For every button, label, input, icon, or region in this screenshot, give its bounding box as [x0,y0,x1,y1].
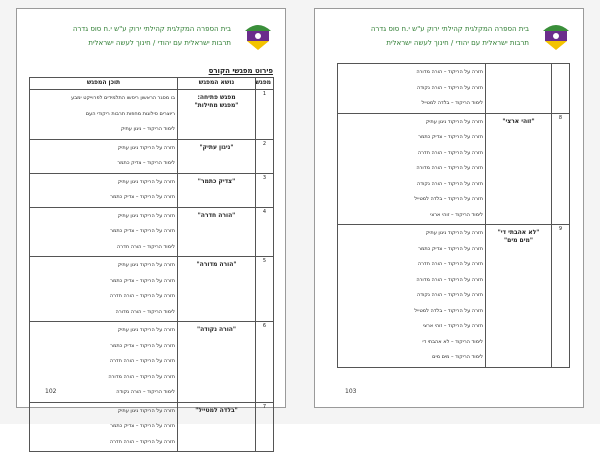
table-row [30,207,274,257]
session-content-line: חזרה על הריקוד ניגון עתיק [117,178,175,185]
session-topic-line: "זוהי ארצי" [502,117,535,125]
page-number: 102 [45,388,57,395]
session-content-line: חזרה על הריקוד – הורה נקודה [417,180,483,187]
session-content-line: חזרה על הריקוד ניגון עתיק [425,230,483,236]
session-content-line: חזרה על הריקוד – צדיק כתמר [418,134,483,140]
column-header-content: תוכן המפגש [30,78,178,90]
session-content-line: חזרה על הריקוד – צדיק כתמר [110,194,175,200]
session-number: 9 [552,225,570,368]
session-topic-line: "מפגש מחילות" [194,102,239,110]
session-content-line: חזרה על הריקוד – הורה מדורה [108,373,175,380]
session-content-line: לימוד הריקוד – הורה מדורה [115,308,175,315]
session-content-line: חזרה על הריקוד – הורה מדורה [416,69,483,75]
session-content [338,113,486,225]
session-content-line: לימוד הריקוד – ניגון עתיק [120,126,175,132]
session-content-line: חזרה על הריקוד – הורה מדורה [416,165,483,171]
session-content-line: לימוד הריקוד – הורה חדרה [117,243,175,250]
session-content-line: לימוד הריקוד – הורה נקודה [116,389,175,395]
course-sessions-table-continued [337,63,570,368]
header-school-name: בית הספרה המקלגית קהילתי ירוק ע"ש י.ח סוס גדרה [370,25,529,33]
session-content [30,257,178,322]
session-content-line: לימוד הריקוד – זוהי ארצי [430,211,483,218]
session-content-line: לימוד הריקוד – צדיק כתמר [117,160,175,166]
column-header-topic: נושא המפגש [178,78,256,90]
session-content-line: חזרה על הריקוד – הורה נקודה [417,84,483,91]
page-title: פירוט מפגשי הקורס [208,67,273,75]
header-subtitle: תרבות ישראלית עם יהודי / חינוך לעשה ישראלית [386,39,529,47]
session-content-line: חזרה על הריקוד ניגון עתיק [117,262,175,268]
session-topic [178,139,256,173]
session-topic-line: "מים מים" [504,237,533,245]
school-logo-icon [539,17,573,51]
session-topic-line: "הורה חדרה" [197,211,236,219]
session-topic [486,113,552,225]
session-content-line: חזרה על הריקוד – צדיק כתמר [110,423,175,429]
session-number: 6 [256,322,274,403]
session-content-line: ריוצרים סילוגות מחפות תרבות ריקודי העם [85,110,175,117]
session-content-line: לימוד הריקוד – מים מים [432,354,483,360]
session-content [30,139,178,173]
session-topic-line: "ניגון עתיק" [199,143,234,151]
page-number: 103 [345,388,357,395]
table-row [338,113,570,225]
left-page [16,8,286,445]
table-row [30,402,274,452]
table-row [338,64,570,114]
session-topic [486,225,552,368]
session-content-line: חזרה על הריקוד – הורה חדרה [109,438,175,445]
session-topic-line: "הורה מדורה" [196,261,237,268]
session-content-line: חזרה על הריקוד ניגון עתיק [425,118,483,125]
table-row [30,322,274,403]
session-topic-line: "לא אהבתי די" [497,229,540,236]
session-number [552,64,570,114]
session-content-line: חזרה על הריקוד – צדיק כתמר [418,245,483,252]
column-header-session: מפגש [256,78,274,90]
session-content-line: חזרה על הריקוד – צדיק כתמר [110,277,175,284]
session-content-line: חזרה על הריקוד – הורה חדרה [109,293,175,299]
session-number: 4 [256,207,274,257]
session-number: 2 [256,139,274,173]
course-sessions-table [29,77,274,452]
session-content [338,64,486,114]
session-content-line: חזרה על הריקוד ניגון עתיק [117,327,175,333]
left-page-header [27,17,275,53]
session-number: 7 [256,402,274,452]
session-content [338,225,486,368]
session-content-line: חזרה על הריקוד – הורה מדורה [416,276,483,283]
header-school-name: בית הספרה המקלגית קהילתי ירוק ע"ש י.ח סוס גדרה [72,25,231,33]
session-topic-line: מפגש פתיחה: [197,94,236,101]
session-number: 3 [256,173,274,207]
session-content-line: חזרה על הריקוד – זוהי ארצי [422,323,483,329]
header-subtitle: תרבות ישראלית עם יהודי / חינוך לעשה ישראלית [88,39,231,47]
session-content-line: בו מסגר הראשון ריסשו התלמידים לפרוייקט ימבע [71,95,175,101]
table-row [338,225,570,368]
session-content-line: חזרה על הריקוד – הורה חדרה [109,358,175,364]
session-content-line: חזרה על הריקוד ניגון עתיק [117,144,175,151]
session-content-line: לימוד הריקוד – לא אהבתי די [422,338,483,345]
table-header-row [30,78,274,90]
session-content [30,402,178,452]
table-row [30,173,274,207]
session-content-line: חזרה על הריקוד ניגון עתיק [117,212,175,219]
session-number: 8 [552,113,570,225]
school-logo-icon [241,17,275,51]
session-topic [178,402,256,452]
right-page [314,8,584,408]
session-content-line: חזרה על הריקוד – הורה נקודה [417,292,483,298]
session-topic [178,173,256,207]
session-content-line: חזרה על הריקוד – הורה חדרה [417,261,483,267]
session-content [30,207,178,257]
session-number: 5 [256,257,274,322]
table-row [30,90,274,140]
session-content [30,90,178,140]
session-topic [178,322,256,403]
session-topic [178,207,256,257]
session-topic [486,64,552,114]
session-content-line: לימוד הריקוד – בלדה למטייל [421,100,483,106]
session-content-line: חזרה על הריקוד – בלדה למטייל [414,307,483,314]
session-topic [178,257,256,322]
session-topic-line: "צדיק כתמר" [197,177,236,185]
session-topic-line: "בלדה למטייל" [195,406,238,414]
session-content-line: חזרה על הריקוד – צדיק כתמר [110,228,175,234]
right-page-header [325,17,573,53]
session-content-line: חזרה על הריקוד – הורה חדרה [417,149,483,156]
session-number: 1 [256,90,274,140]
session-content-line: חזרה על הריקוד ניגון עתיק [117,407,175,414]
session-content-line: חזרה על הריקוד – צדיק כתמר [110,342,175,349]
session-content [30,173,178,207]
session-topic [178,90,256,140]
session-topic-line: "הורה נקודה" [196,326,237,333]
table-row [30,139,274,173]
session-content-line: חזרה על הריקוד – בלדה למטייל [414,196,483,202]
table-row [30,257,274,322]
